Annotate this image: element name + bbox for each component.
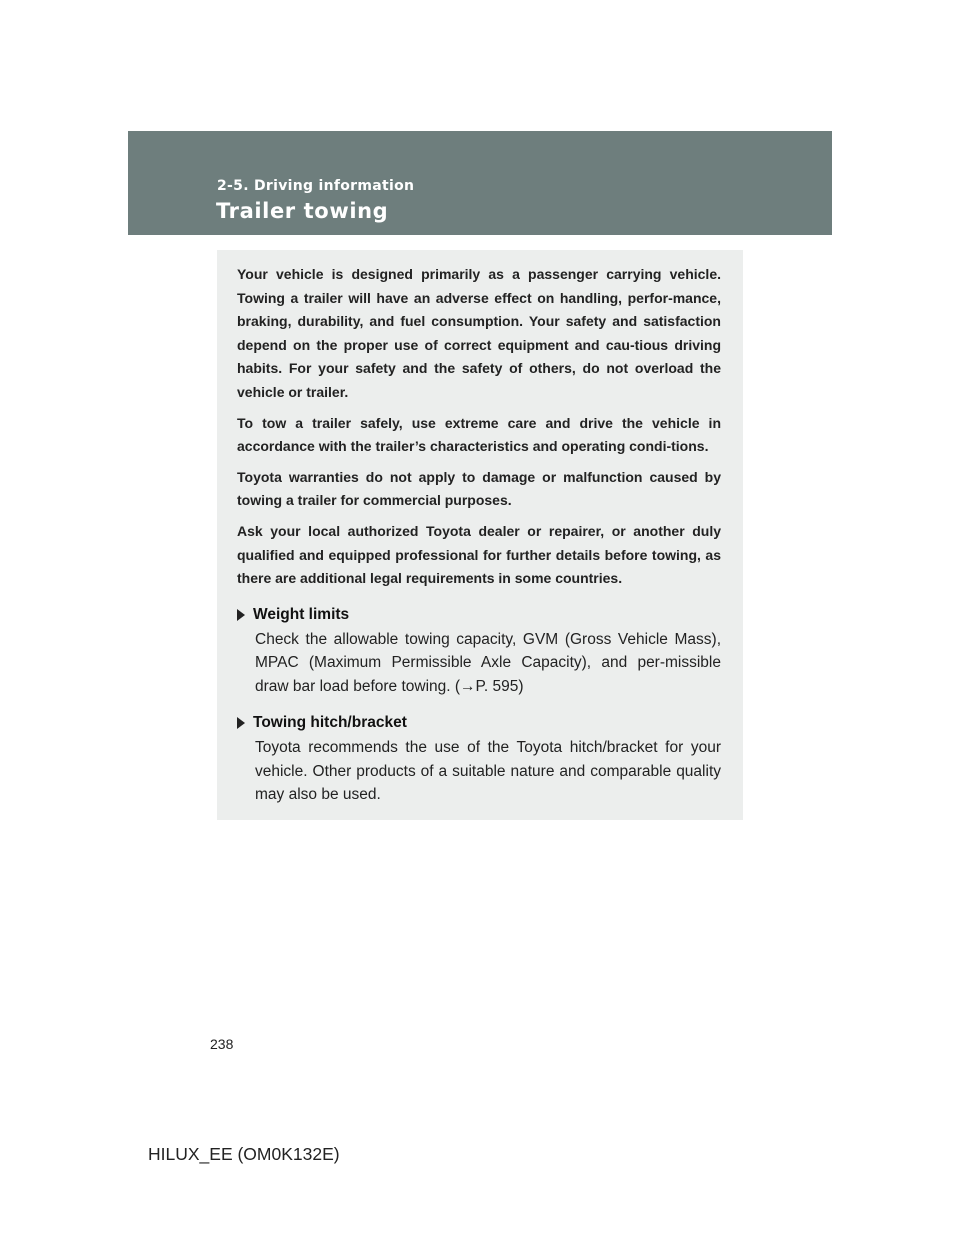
intro-paragraph: Ask your local authorized Toyota dealer or repairer, or another duly qualified and equipped professional for further details before towing, as there are additional legal requirements in some countries. [237, 522, 721, 587]
section-label: 2-5. Driving information [217, 178, 415, 194]
page-title: Trailer towing [216, 199, 389, 223]
item-body: Check the allowable towing capacity, GVM (Gross Vehicle Mass), MPAC (Maximum Permissible Axle Capacity), and per-missible draw bar load before towing. (→P. 595) [255, 630, 721, 696]
manual-code: HILUX_EE (OM0K132E) [148, 1144, 340, 1164]
content-box [217, 250, 743, 820]
intro-paragraph: Your vehicle is designed primarily as a passenger carrying vehicle. Towing a trailer will have an adverse effect on handling, perfor-mance, braking, durability, and fuel consumption. Your safety and satisfaction depend on the proper use of correct equipment and cau-tious driving habits. For your safety and the safety of others, do not overload the vehicle or trailer. [237, 266, 721, 400]
intro-text [237, 263, 721, 591]
item-heading: Weight limits [253, 605, 350, 623]
triangle-bullet-icon [237, 609, 245, 621]
item-body: Toyota recommends the use of the Toyota hitch/bracket for your vehicle. Other products of a suitable nature and comparable quality may also be used. [255, 738, 721, 804]
chapter-header [128, 131, 832, 235]
page-number: 238 [210, 1036, 234, 1052]
item-weight-limits [237, 604, 721, 699]
item-heading: Towing hitch/bracket [253, 713, 407, 731]
triangle-bullet-icon [237, 717, 245, 729]
intro-paragraph: To tow a trailer safely, use extreme care and drive the vehicle in accordance with the trailer’s characteristics and operating condi-tions. [237, 414, 721, 455]
item-towing-hitch [237, 712, 721, 807]
intro-paragraph: Toyota warranties do not apply to damage or malfunction caused by towing a trailer for commercial purposes. [237, 468, 721, 509]
